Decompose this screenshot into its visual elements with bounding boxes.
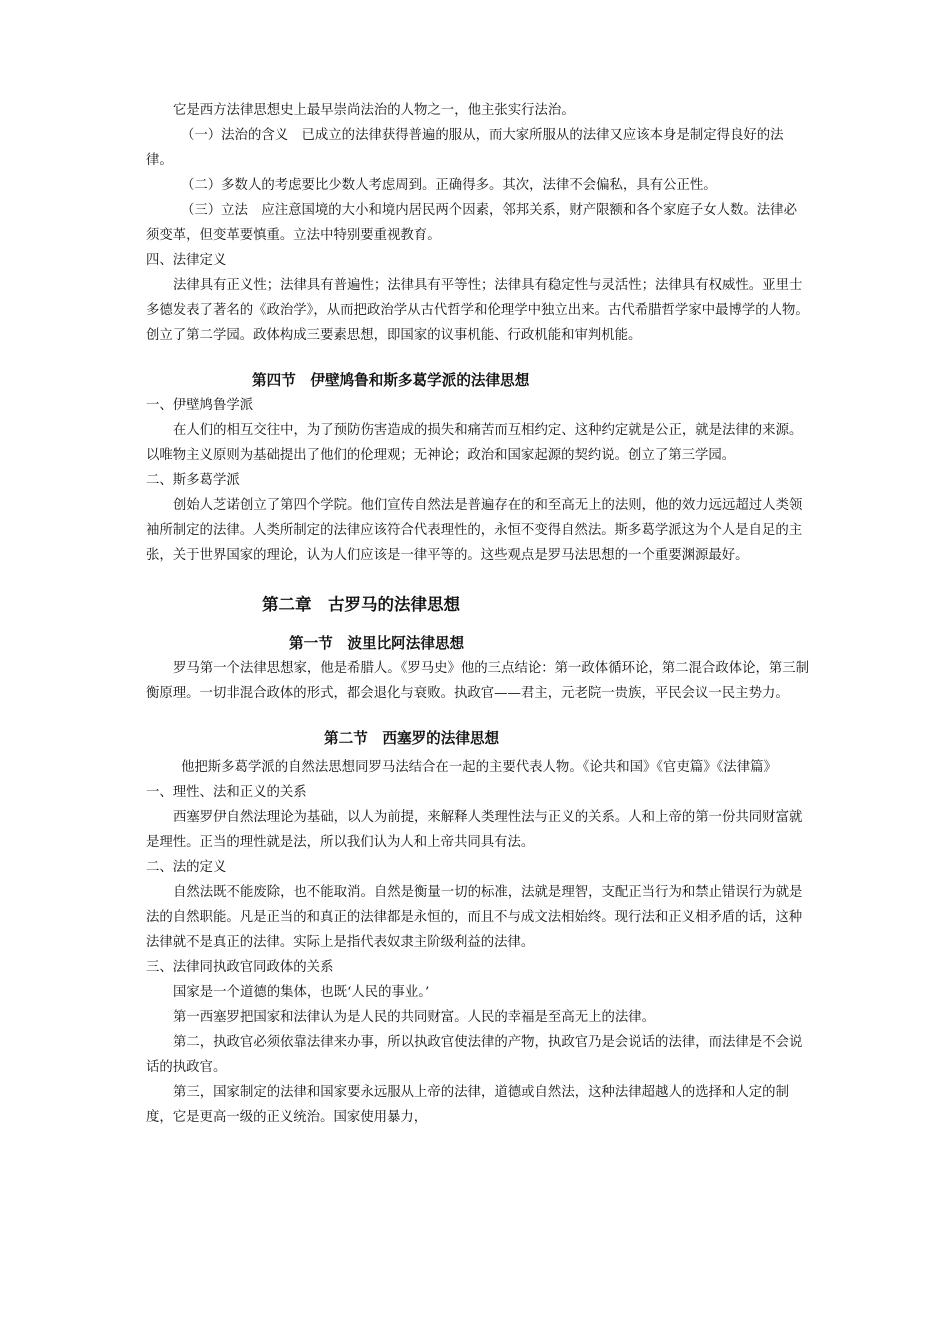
paragraph: 第二，执政官必须依靠法律来办事，所以执政官使法律的产物，执政官乃是会说话的法律，而法律是不会说话的执政官。 [146, 1035, 803, 1075]
paragraph: 自然法既不能废除，也不能取消。自然是衡量一切的标准，法就是理智，支配正当行为和禁止错误行为就是法的自然职能。凡是正当的和真正的法律都是永恒的，而且不与成文法相始终。现行法和正义相矛盾的话，这种法律就不是真正的法律。实际上是指代表奴隶主阶级利益的法律。 [146, 885, 803, 950]
paragraph: 国家是一个道德的集体，也既‘人民的事业。’ [173, 985, 430, 1000]
subheading: 二、斯多葛学派 [146, 473, 240, 488]
paragraph: 第一西塞罗把国家和法律认为是人民的共同财富。人民的幸福是至高无上的法律。 [173, 1010, 656, 1025]
paragraph: 罗马第一个法律思想家，他是希腊人。《罗马史》他的三点结论：第一政体循环论，第二混合政体论，第三制衡原理。一切非混合政体的形式，都会退化与衰败。执政官——君主，元老院一贵族，平民会议一民主势力。 [146, 661, 810, 701]
paragraph: 它是西方法律思想史上最早崇尚法治的人物之一，他主张实行法治。 [173, 103, 575, 118]
subheading: 二、法的定义 [146, 860, 227, 875]
paragraph: 法律具有正义性；法律具有普遍性；法律具有平等性；法律具有稳定性与灵活性；法律具有权威性。亚里士多德发表了著名的《政治学》，从而把政治学从古代哲学和伦理学中独立出来。古代希腊哲学家中最博学的人物。创立了第二学园。政体构成三要素思想，即国家的议事机能、行政机能和审判机能。 [146, 278, 809, 343]
section-title: 第二节 西塞罗的法律思想 [324, 730, 500, 747]
subheading: 四、法律定义 [146, 253, 227, 268]
section-title: 第一节 波里比阿法律思想 [289, 635, 465, 652]
paragraph: 创始人芝诺创立了第四个学院。他们宣传自然法是普遍存在的和至高无上的法则，他的效力远远超过人类领袖所制定的法律。人类所制定的法律应该符合代表理性的，永恒不变得自然法。斯多葛学派这为个人是自足的主张，关于世界国家的理论，认为人们应该是一律平等的。这些观点是罗马法思想的一个重要渊源最好。 [146, 498, 803, 563]
document-body [146, 98, 810, 1130]
subheading: 三、法律同执政官同政体的关系 [146, 960, 334, 975]
paragraph: 第三，国家制定的法律和国家要永远服从上帝的法律，道德或自然法，这种法律超越人的选择和人定的制度，它是更高一级的正义统治。国家使用暴力， [146, 1085, 789, 1125]
paragraph: （三）立法 应注意国境的大小和境内居民两个因素，邻邦关系，财产限额和各个家庭子女人数。法律必须变革，但变革要慎重。立法中特别要重视教育。 [146, 203, 797, 243]
chapter-title: 第二章 古罗马的法律思想 [262, 595, 460, 614]
paragraph: 西塞罗伊自然法理论为基础，以人为前提，来解释人类理性法与正义的关系。人和上帝的第一份共同财富就是理性。正当的理性就是法，所以我们认为人和上帝共同具有法。 [146, 810, 803, 850]
subheading: 一、伊壁鸠鲁学派 [146, 398, 254, 413]
section-title: 第四节 伊壁鸠鲁和斯多葛学派的法律思想 [252, 372, 530, 389]
subheading: 一、理性、法和正义的关系 [146, 785, 307, 800]
paragraph: （一）法治的含义 已成立的法律获得普遍的服从，而大家所服从的法律又应该本身是制定得良好的法律。 [146, 128, 784, 168]
paragraph: 他把斯多葛学派的自然法思想同罗马法结合在一起的主要代表人物。《论共和国》《官吏篇》《法律篇》 [181, 760, 777, 775]
paragraph: 在人们的相互交往中，为了预防伤害造成的损失和痛苦而互相约定、这种约定就是公正，就是法律的来源。以唯物主义原则为基础提出了他们的伦理观；无神论；政治和国家起源的契约说。创立了第三学园。 [146, 423, 803, 463]
paragraph: （二）多数人的考虑要比少数人考虑周到。正确得多。其次，法律不会偏私，具有公正性。 [181, 178, 717, 193]
